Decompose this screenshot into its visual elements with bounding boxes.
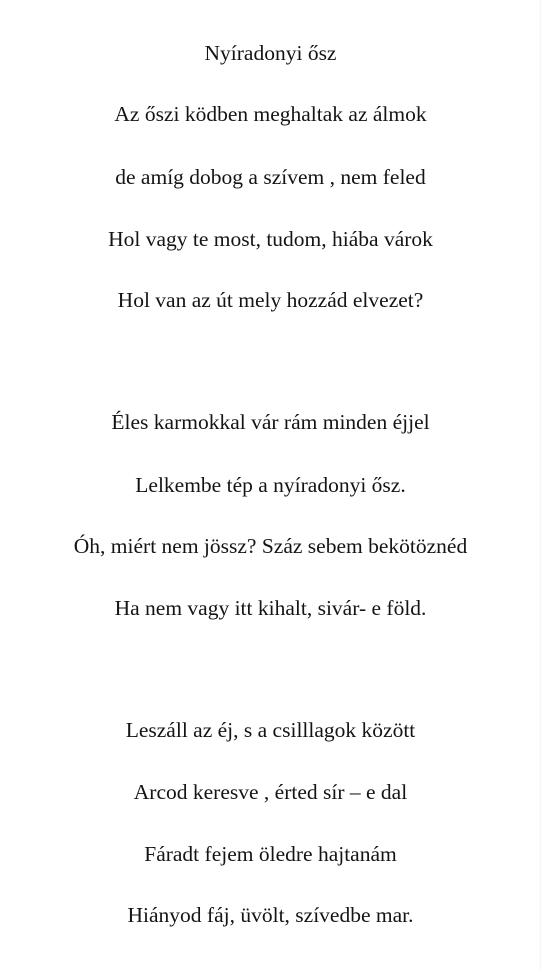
poem-line: Ha nem vagy itt kihalt, sivár- e föld. xyxy=(114,596,427,620)
poem-line: Arcod keresve , érted sír – e dal xyxy=(133,780,408,804)
poem-line: Leszáll az éj, s a csilllagok között xyxy=(125,718,416,742)
poem-line: Óh, miért nem jössz? Száz sebem bekötözn‌éd xyxy=(73,534,468,558)
poem-line: de amíg dobog a szívem , nem feled xyxy=(115,165,426,189)
poem-line: Az őszi ködben meghaltak az álmok xyxy=(114,102,427,126)
poem-line: Lelkembe tép a nyíradonyi ősz. xyxy=(135,473,406,497)
poem-line: Fáradt fejem öledre hajtanám xyxy=(144,842,397,866)
poem-line: Hol vagy te most, tudom, hiába várok xyxy=(108,227,433,251)
poem-line: Éles karmokkal vár rám minden éjjel xyxy=(111,410,430,434)
poem-title: Nyíradonyi ősz xyxy=(204,41,337,65)
poem-line: Hiányod fáj, üvölt, szívedbe mar. xyxy=(127,903,414,927)
poem-line: Hol van az út mely hozzád elvezet? xyxy=(117,288,424,312)
